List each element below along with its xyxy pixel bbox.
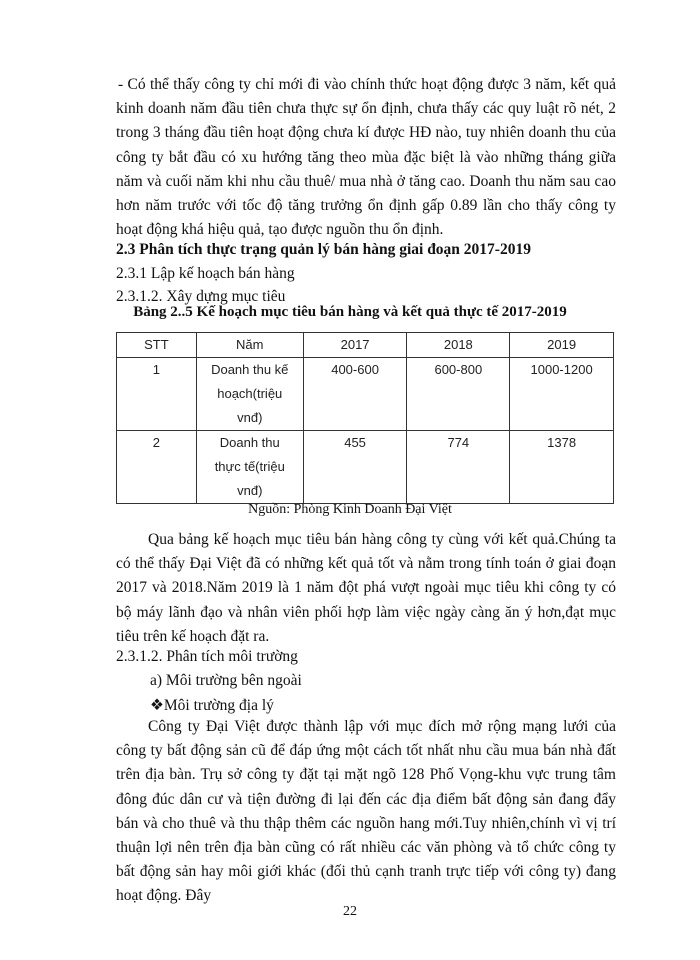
table-cell: 1 [117,358,197,431]
table-caption: Bảng 2..5 Kế hoạch mục tiêu bán hàng và kết quả thực tế 2017-2019 [133,304,567,320]
paragraph-1: - Có thể thấy công ty chỉ mới đi vào chính thức hoạt động được 3 năm, kết quả kinh doanh năm đầu tiên chưa thực sự ổn định, chưa thấy các quy luật rõ nét, 2 trong 3 tháng đầu tiên hoạt động chưa kí được HĐ nào, tuy nhiên doanh thu của công ty bắt đầu có xu hướng tăng theo mùa đặc biệt là vào những tháng giữa năm và cuối năm khi nhu cầu thuê/ mua nhà ở tăng cao. Doanh thu năm sau cao hơn năm trước với tốc độ tăng trưởng ổn định gấp 0.89 lần cho thấy công ty hoạt động khá hiệu quả, tạo được nguồn thu ổn định. [116,76,616,239]
heading-2-3: 2.3 Phân tích thực trạng quản lý bán hàng giai đoạn 2017-2019 [116,241,531,258]
page-number: 22 [343,904,357,919]
table-row [117,431,614,504]
table-row [117,358,614,431]
table-header-row [117,333,614,358]
heading-environment: 2.3.1.2. Phân tích môi trường [116,648,298,665]
sales-target-table [116,332,614,504]
subheading-external: a) Môi trường bên ngoài [150,672,302,689]
table-cell: Doanh thu kế hoạch(triệu vnđ) [196,358,303,431]
header-cell: 2018 [407,333,510,358]
table-cell: 1378 [510,431,614,504]
table-cell: 600-800 [407,358,510,431]
table-cell: Doanh thu thực tế(triệu vnđ) [196,431,303,504]
heading-2-3-1: 2.3.1 Lập kế hoạch bán hàng [116,265,295,282]
table-cell: 774 [407,431,510,504]
table-source: Nguồn: Phòng Kinh Doanh Đại Việt [248,502,452,517]
subheading-geography: ❖Môi trường địa lý [150,697,274,714]
header-cell: 2019 [510,333,614,358]
table-cell: 2 [117,431,197,504]
heading-2-3-1-2: 2.3.1.2. Xây dựng mục tiêu [116,288,286,305]
table-cell: 455 [303,431,407,504]
header-cell: 2017 [303,333,407,358]
table-cell: 1000-1200 [510,358,614,431]
header-cell: STT [117,333,197,358]
paragraph-2: Qua bảng kế hoạch mục tiêu bán hàng công ty cùng với kết quả.Chúng ta có thể thấy Đại Việt đã có những kết quả tốt và nằm trong tính toán ở giai đoạn 2017 và 2018.Năm 2019 là 1 năm đột phá vượt ngoài mục tiêu khi công ty có bộ máy lãnh đạo và nhân viên phối hợp làm việc ngày càng ăn ý hơn,đạt mục tiêu trên kế hoạch đặt ra. [116,531,616,645]
table-cell: 400-600 [303,358,407,431]
header-cell: Năm [196,333,303,358]
paragraph-3: Công ty Đại Việt được thành lập với mục đích mở rộng mạng lưới của công ty bất động sản cũ để đáp ứng một cách tốt nhất nhu cầu mua bán nhà đất trên địa bàn. Trụ sở công ty đặt tại mặt ngõ 128 Phố Vọng-khu vực trung tâm đông đúc dân cư và tiện đường đi lại đến các địa điểm bất động sản đang đẩy bán và cho thuê và thu thập thêm các nguồn hang mới.Tuy nhiên,chính vì vị trí thuận lợi nên trên địa bàn cũng có rất nhiều các văn phòng và tổ chức công ty bất động sản hay môi giới khác (đối thủ cạnh tranh trực tiếp với công ty) đang hoạt động. Đây [116,718,616,905]
